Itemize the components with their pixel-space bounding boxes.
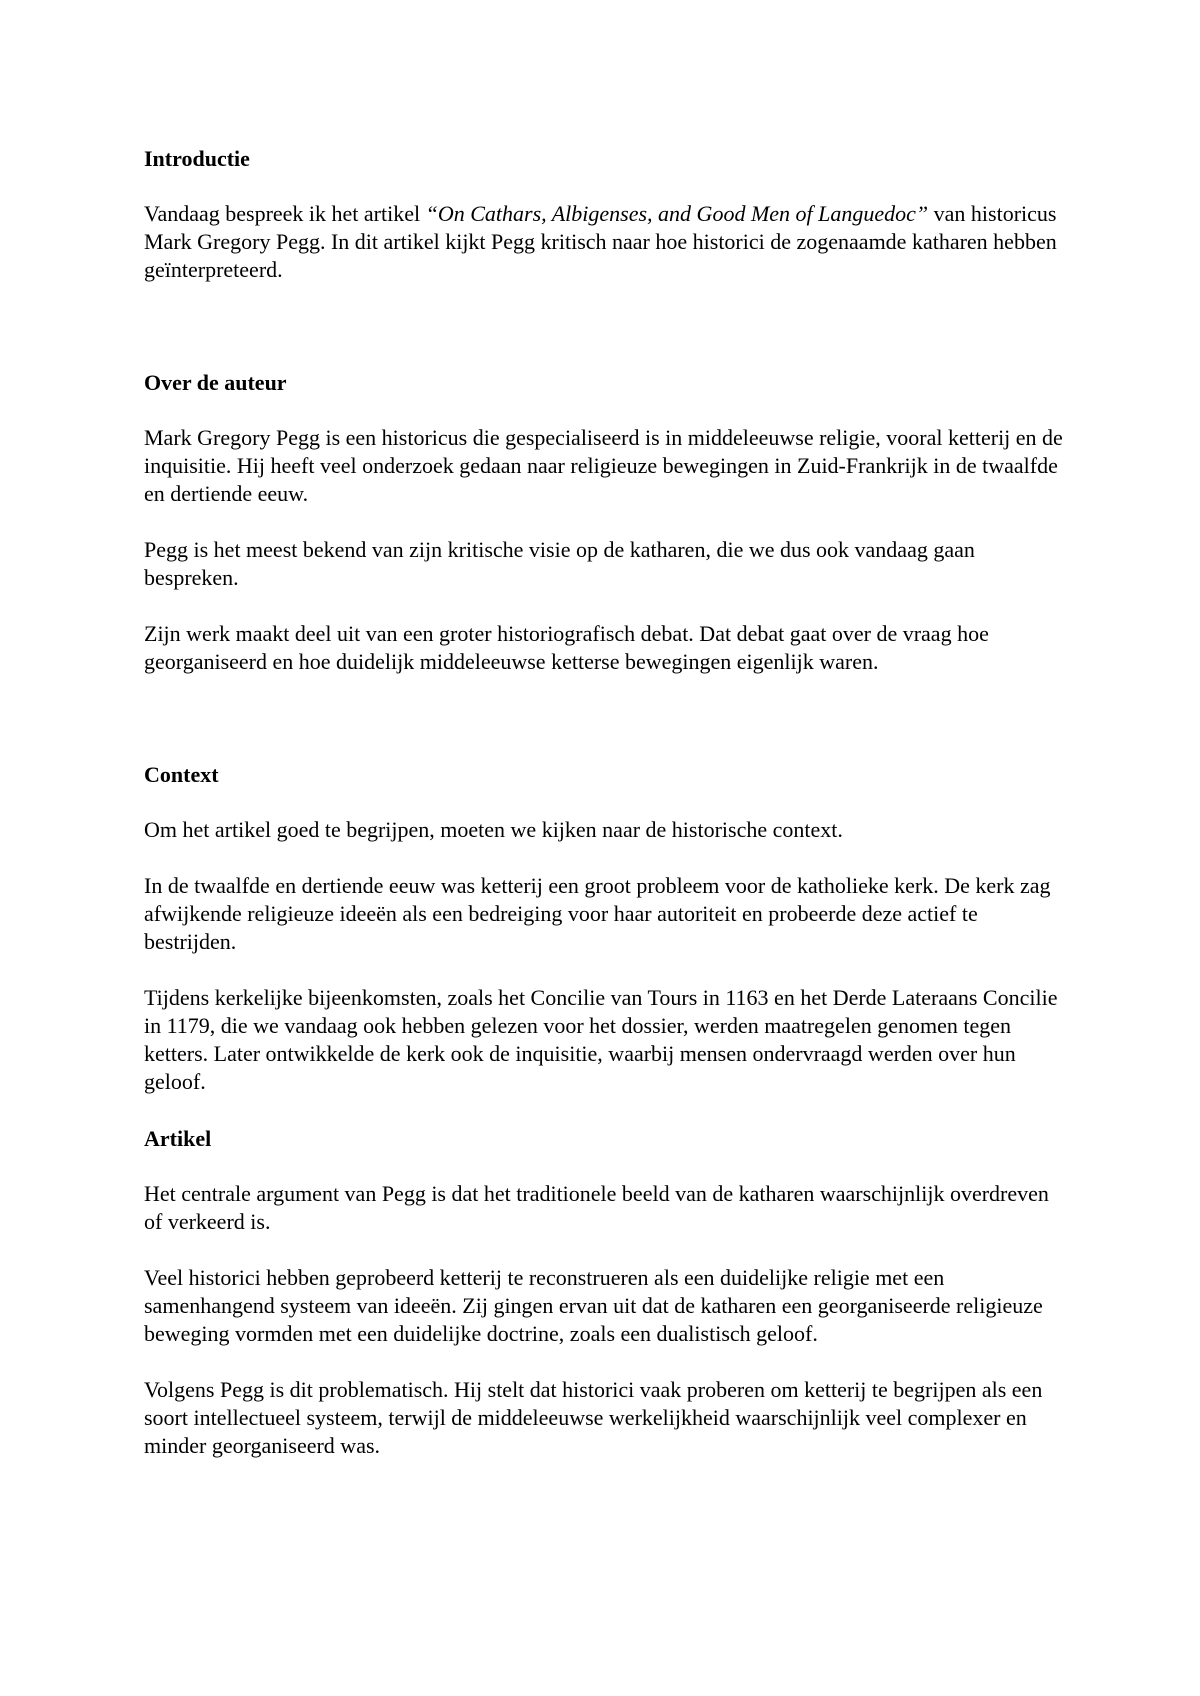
intro-text-after: van historicus Mark Gregory Pegg. In dit artikel kijkt Pegg kritisch naar hoe historici de zogenaamde katharen hebben geïnterpreteerd. [144, 201, 1057, 282]
section-introductie [144, 144, 1064, 284]
auteur-paragraph-1: Mark Gregory Pegg is een historicus die gespecialiseerd is in middeleeuwse religie, vooral ketterij en de inquisitie. Hij heeft veel onderzoek gedaan naar religieuze bewegingen in Zuid-Frankrijk in de twaalfde en dertiende eeuw. [144, 425, 1063, 506]
intro-text-before: Vandaag bespreek ik het artikel [144, 201, 426, 226]
intro-paragraph [144, 200, 1064, 284]
context-paragraph-2: In de twaalfde en dertiende eeuw was ketterij een groot probleem voor de katholieke kerk. De kerk zag afwijkende religieuze ideeën als een bedreiging voor haar autoriteit en probeerde deze actief te bestrijden. [144, 873, 1051, 954]
section-artikel [144, 1124, 1064, 1460]
section-spacer [144, 704, 1064, 760]
heading-artikel: Artikel [144, 1126, 212, 1151]
section-over-de-auteur [144, 368, 1064, 676]
section-context [144, 760, 1064, 1096]
auteur-paragraph-2: Pegg is het meest bekend van zijn kritische visie op de katharen, die we dus ook vandaag gaan bespreken. [144, 537, 975, 590]
auteur-paragraph-3: Zijn werk maakt deel uit van een groter historiografisch debat. Dat debat gaat over de vraag hoe georganiseerd en hoe duidelijk middeleeuwse ketterse bewegingen eigenlijk waren. [144, 621, 989, 674]
section-spacer [144, 312, 1064, 368]
artikel-paragraph-2: Veel historici hebben geprobeerd ketterij te reconstrueren als een duidelijke religie met een samenhangend systeem van ideeën. Zij gingen ervan uit dat de katharen een georganiseerde religieuze beweging vormden met een duidelijke doctrine, zoals een dualistisch geloof. [144, 1265, 1043, 1346]
heading-introductie: Introductie [144, 146, 250, 171]
heading-context: Context [144, 762, 219, 787]
artikel-paragraph-1: Het centrale argument van Pegg is dat het traditionele beeld van de katharen waarschijnlijk overdreven of verkeerd is. [144, 1181, 1049, 1234]
context-paragraph-3: Tijdens kerkelijke bijeenkomsten, zoals het Concilie van Tours in 1163 en het Derde Lateraans Concilie in 1179, die we vandaag ook hebben gelezen voor het dossier, werden maatregelen genomen tegen ketters. Later ontwikkelde de kerk ook de inquisitie, waarbij mensen ondervraagd werden over hun geloof. [144, 985, 1058, 1094]
document-body [144, 144, 1064, 1488]
artikel-paragraph-3: Volgens Pegg is dit problematisch. Hij stelt dat historici vaak proberen om ketterij te begrijpen als een soort intellectueel systeem, terwijl de middeleeuwse werkelijkheid waarschijnlijk veel complexer en minder georganiseerd was. [144, 1377, 1043, 1458]
article-title: “On Cathars, Albigenses, and Good Men of Languedoc” [425, 201, 929, 226]
heading-over-de-auteur: Over de auteur [144, 370, 287, 395]
context-paragraph-1: Om het artikel goed te begrijpen, moeten we kijken naar de historische context. [144, 817, 843, 842]
